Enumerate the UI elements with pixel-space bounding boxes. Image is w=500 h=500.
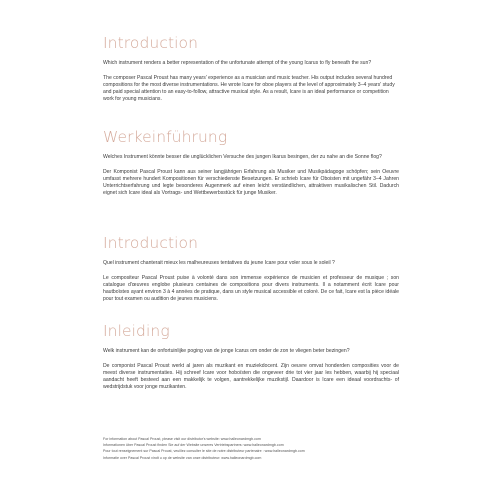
section-paragraph: The composer Pascal Proust has many years' experience as a musician and music teacher. His output includes several hundred compositions for the most diverse instrumentations. He wrote Icare for oboe players at the level of approximately 3–4 years' study and paid special attention to an easy-to-follow, attractive musical style. As a result, Icare is an ideal performance or competition work for young musicians. <box>103 74 395 103</box>
footer-line-dutch: Informatie over Pascal Proust vindt u op de website van onze distributeur: www.halleonardmgb.com <box>103 455 262 460</box>
distributor-footer <box>103 436 403 461</box>
footer-line-french: Pour tout renseignement sur Pascal Proust, veuillez consulter le site de notre distributeur partenaire : www.halleonardmgb.com <box>103 449 305 454</box>
section-dutch <box>103 322 399 392</box>
section-question: Quel instrument chanterait mieux les malheureuses tentatives du jeune Icare pour voler sous le soleil ? <box>103 260 335 266</box>
section-french <box>103 234 399 304</box>
section-heading: Introduction <box>103 234 199 252</box>
section-paragraph: Le compositeur Pascal Proust puise à volonté dans son immense expérience de musicien et professeur de musique ; son catalogue d'œuvres englobe plusieurs centaines de compositions pour divers instruments. Il a notamment écrit Icare pour hautboïstes ayant environ 3 à 4 années de pratique, dans un style musical accessible et coloré. De ce fait, Icare est la pièce idéale pour tout examen ou audition de jeunes musiciens. <box>103 274 399 303</box>
section-heading: Inleiding <box>103 322 170 340</box>
section-heading: Introduction <box>103 34 199 52</box>
section-paragraph: Der Komponist Pascal Proust kann aus seiner langjährigen Erfahrung als Musiker und Musikpädagoge schöpfen; sein Oeuvre umfasst mehrere hundert Kompositionen für verschiedenste Besetzungen. Er schrieb Icare für Oboisten mit ungefähr 3–4 Jahren Unterrichtserfahrung und legte besonderes Augenmerk auf einen leicht verständlichen, attraktiven musikalischen Stil. Dadurch eignet sich Icare ideal als Vortrags- und Wettbewerbsstück für junge Musiker. <box>103 168 399 197</box>
section-question: Which instrument renders a better representation of the unfortunate attempt of the young Icarus to fly beneath the sun? <box>103 60 372 66</box>
footer-line-english: For information about Pascal Proust, please visit our distributor's website: www.halleonardmgb.com <box>103 437 261 441</box>
section-german <box>103 128 399 198</box>
section-heading: Werkeinführung <box>103 128 228 146</box>
footer-line-german: Informationen über Pascal Proust finden Sie auf der Website unseres Vertriebspartners: www.halleonardmgb.com <box>103 443 284 448</box>
section-question: Welk instrument kan de onfortuinlijke poging van de jonge Icarus om onder de zon te vliegen beter bezingen? <box>103 348 350 354</box>
section-question: Welches Instrument könnte besser die unglücklichen Versuche des jungen Ikarus besingen, der zu nahe an die Sonne flog? <box>103 154 382 160</box>
section-paragraph: De componist Pascal Proust werkt al jaren als muzikant en muziekdocent. Zijn oeuvre omvat honderden composities voor de meest diverse instrumentaties. Hij schreef Icare voor hoboïsten die ongeveer drie tot vier jaar les hebben, waarbij hij speciaal aandacht heeft besteed aan een makkelijk te volgen, aantrekkelijke muzikstijl. Daardoor is Icare een ideaal voordrachts- of wedstrijdstuk voor jonge muzikanten. <box>103 362 399 391</box>
section-english <box>103 34 399 104</box>
